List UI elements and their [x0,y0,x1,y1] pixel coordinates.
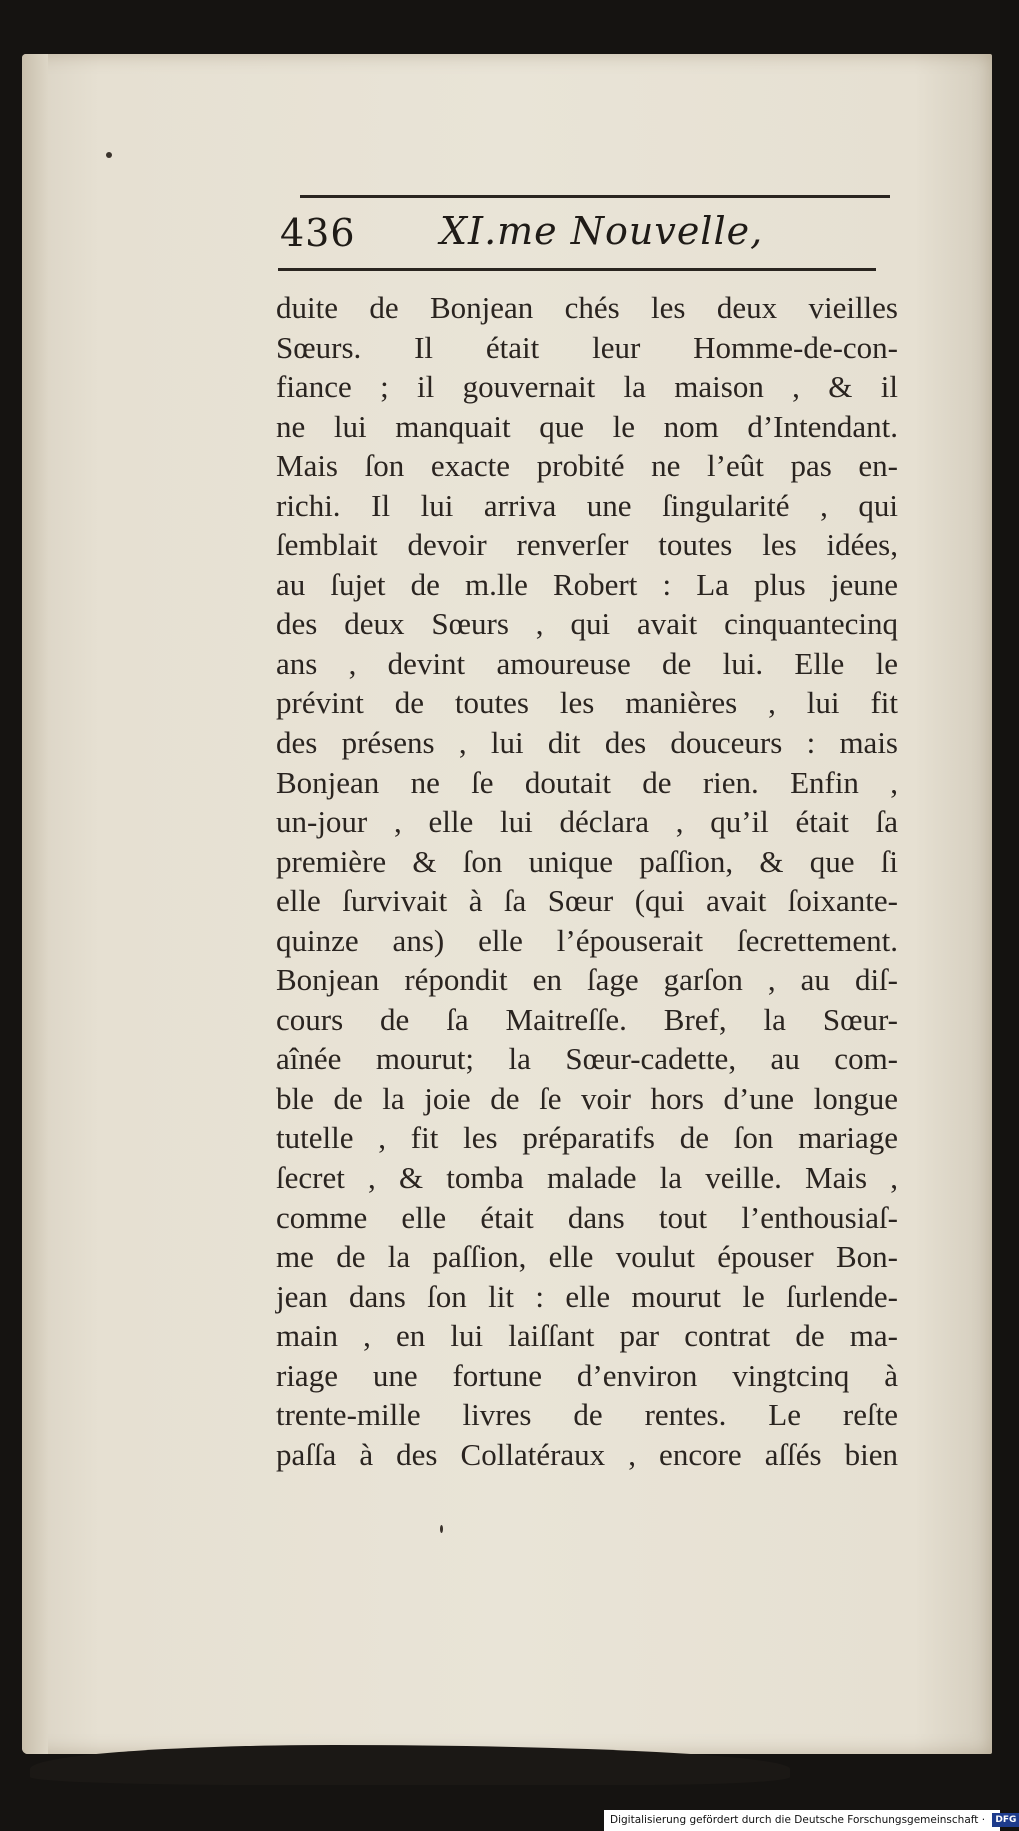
text-line: première & ſon unique paſſion, & que ſi [276,843,898,879]
text-line: riage une fortune d’environ vingtcinq à [276,1357,898,1393]
text-line: me de la paſſion, elle voulut épouser Bon- [276,1239,898,1275]
dfg-logo: DFG [992,1813,1019,1827]
text-line: richi. Il lui arriva une ſingularité , qui [276,487,898,523]
text-line: fiance ; il gouvernait la maison , & il [276,369,898,405]
credit-text: Digitalisierung gefördert durch die Deutsche Forschungsgemeinschaft · [610,1814,986,1826]
text-line: ſecret , & tomba malade la veille. Mais , [276,1160,898,1196]
text-line: tutelle , fit les préparatifs de ſon mariage [276,1120,898,1156]
text-line: prévint de toutes les manières , lui fit [276,685,898,721]
text-line: comme elle était dans tout l’enthousiaſ- [276,1199,898,1235]
text-line: paſſa à des Collatéraux , encore aſſés bien [276,1436,898,1472]
text-line: quinze ans) elle l’épouserait ſecrettement. [276,922,898,958]
text-line: jean dans ſon lit : elle mourut le ſurlende- [276,1278,898,1314]
text-line: ſemblait devoir renverſer toutes les idées, [276,527,898,563]
text-line: un-jour , elle lui déclara , qu’il était ſa [276,804,898,840]
header-rule-top [300,195,890,198]
page-number: 436 [280,211,356,255]
text-line: trente-mille livres de rentes. Le reſte [276,1397,898,1433]
text-line: des deux Sœurs , qui avait cinquantecinq [276,606,898,642]
text-line: ans , devint amoureuse de lui. Elle le [276,645,898,681]
text-line: au ſujet de m.lle Robert : La plus jeune [276,566,898,602]
text-line: Bonjean ne ſe doutait de rien. Enfin , [276,764,898,800]
page-edge [22,54,48,1754]
text-line: elle ſurvivait à ſa Sœur (qui avait ſoixante- [276,883,898,919]
text-line: ne lui manquait que le nom d’Intendant. [276,408,898,444]
ink-speck [106,152,112,158]
text-line: aînée mourut; la Sœur-cadette, au com- [276,1041,898,1077]
text-line: main , en lui laiſſant par contrat de ma- [276,1318,898,1354]
text-line: duite de Bonjean chés les deux vieilles [276,290,898,325]
text-line: cours de ſa Maitreſſe. Bref, la Sœur- [276,1001,898,1037]
running-head [280,203,880,263]
digitization-credit [604,1810,1017,1831]
text-line: Sœurs. Il était leur Homme-de-con- [276,329,898,365]
ink-speck [440,1525,443,1533]
text-line: ble de la joie de ſe voir hors d’une longue [276,1080,898,1116]
text-line: Bonjean répondit en ſage garſon , au diſ- [276,962,898,998]
text-line: Mais ſon exacte probité ne l’eût pas en- [276,448,898,484]
text-line: des présens , lui dit des douceurs : mais [276,725,898,761]
header-rule-bottom [278,268,876,271]
chapter-title: XI.me Nouvelle, [440,209,764,253]
body-text [276,288,898,1474]
